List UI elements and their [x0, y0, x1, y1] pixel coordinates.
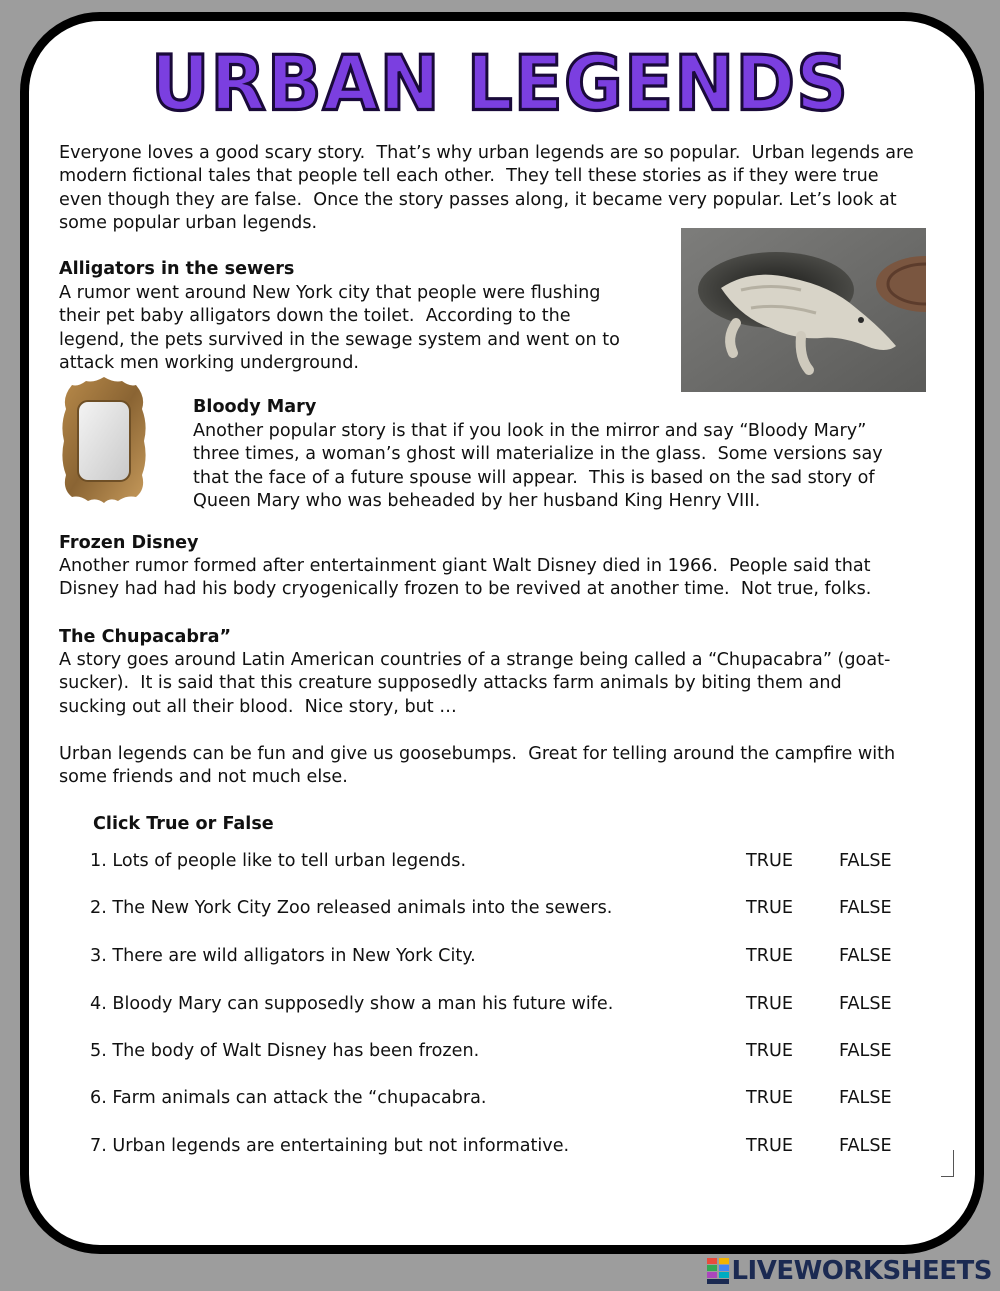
intro-paragraph: Everyone loves a good scary story. That’s why urban legends are so popular. Urban legends are modern fictional tales that people tell each other. They tell these stories as if they were true even though they are false. Once the story passes along, it became very popular. Let’s look at some popular urban legends. [59, 143, 914, 234]
quiz-4-true-option[interactable]: TRUE [746, 994, 793, 1014]
mirror-photo [60, 375, 148, 505]
quiz-item-3 [90, 942, 950, 972]
quiz-question: 6. Farm animals can attack the “chupacabra. [90, 1088, 487, 1108]
section-heading-alligators: Alligators in the sewers [59, 259, 295, 279]
quiz-2-true-option[interactable]: TRUE [746, 898, 793, 918]
quiz-7-false-option[interactable]: FALSE [839, 1136, 892, 1156]
quiz-6-true-option[interactable]: TRUE [746, 1088, 793, 1108]
liveworksheets-brand [707, 1255, 992, 1287]
quiz-2-false-option[interactable]: FALSE [839, 898, 892, 918]
page-title: URBAN LEGENDS [150, 38, 850, 128]
conclusion-paragraph: Urban legends can be fun and give us goosebumps. Great for telling around the campfire with some friends and not much else. [59, 744, 896, 788]
quiz-question: 4. Bloody Mary can supposedly show a man his future wife. [90, 994, 614, 1014]
quiz-3-false-option[interactable]: FALSE [839, 946, 892, 966]
quiz-5-false-option[interactable]: FALSE [839, 1041, 892, 1061]
section-body-alligators: A rumor went around New York city that people were flushing their pet baby alligators down the toilet. According to the legend, the pets survived in the sewage system and went on to attack men working underground. [59, 283, 620, 374]
brand-name: LIVEWORKSHEETS [731, 1256, 992, 1286]
quiz-question: 1. Lots of people like to tell urban legends. [90, 851, 467, 871]
quiz-question: 5. The body of Walt Disney has been frozen. [90, 1041, 480, 1061]
quiz-1-true-option[interactable]: TRUE [746, 851, 793, 871]
quiz-item-1 [90, 847, 950, 877]
alligator-photo [681, 228, 926, 392]
section-heading-chupacabra: The Chupacabra” [59, 627, 232, 647]
quiz-item-4 [90, 990, 950, 1020]
corner-mark [941, 1150, 954, 1177]
quiz-item-6 [90, 1084, 950, 1114]
liveworksheets-logo-icon [707, 1258, 729, 1284]
section-body-bloody-mary: Another popular story is that if you look in the mirror and say “Bloody Mary” three times, a woman’s ghost will materialize in the glass. Some versions say that the face of a future spouse will appear. This is based on the sad story of Queen Mary who was beheaded by her husband King Henry VIII. [193, 421, 883, 512]
quiz-7-true-option[interactable]: TRUE [746, 1136, 793, 1156]
quiz-4-false-option[interactable]: FALSE [839, 994, 892, 1014]
quiz-instruction: Click True or False [93, 814, 274, 834]
quiz-item-2 [90, 894, 950, 924]
quiz-question: 7. Urban legends are entertaining but not informative. [90, 1136, 570, 1156]
section-body-frozen-disney: Another rumor formed after entertainment giant Walt Disney died in 1966. People said that Disney had had his body cryogenically frozen to be revived at another time. Not true, folks. [59, 556, 872, 600]
quiz-item-7 [90, 1132, 950, 1162]
quiz-item-5 [90, 1037, 950, 1067]
quiz-3-true-option[interactable]: TRUE [746, 946, 793, 966]
quiz-question: 2. The New York City Zoo released animals into the sewers. [90, 898, 613, 918]
section-heading-bloody-mary: Bloody Mary [193, 397, 317, 417]
quiz-5-true-option[interactable]: TRUE [746, 1041, 793, 1061]
quiz-question: 3. There are wild alligators in New York City. [90, 946, 476, 966]
quiz-6-false-option[interactable]: FALSE [839, 1088, 892, 1108]
section-body-chupacabra: A story goes around Latin American countries of a strange being called a “Chupacabra” (goat- sucker). It is said that this creature supposedly attacks farm animals by biting them and sucking out all their blood. Nice story, but … [59, 650, 891, 717]
quiz-1-false-option[interactable]: FALSE [839, 851, 892, 871]
section-heading-frozen-disney: Frozen Disney [59, 533, 199, 553]
